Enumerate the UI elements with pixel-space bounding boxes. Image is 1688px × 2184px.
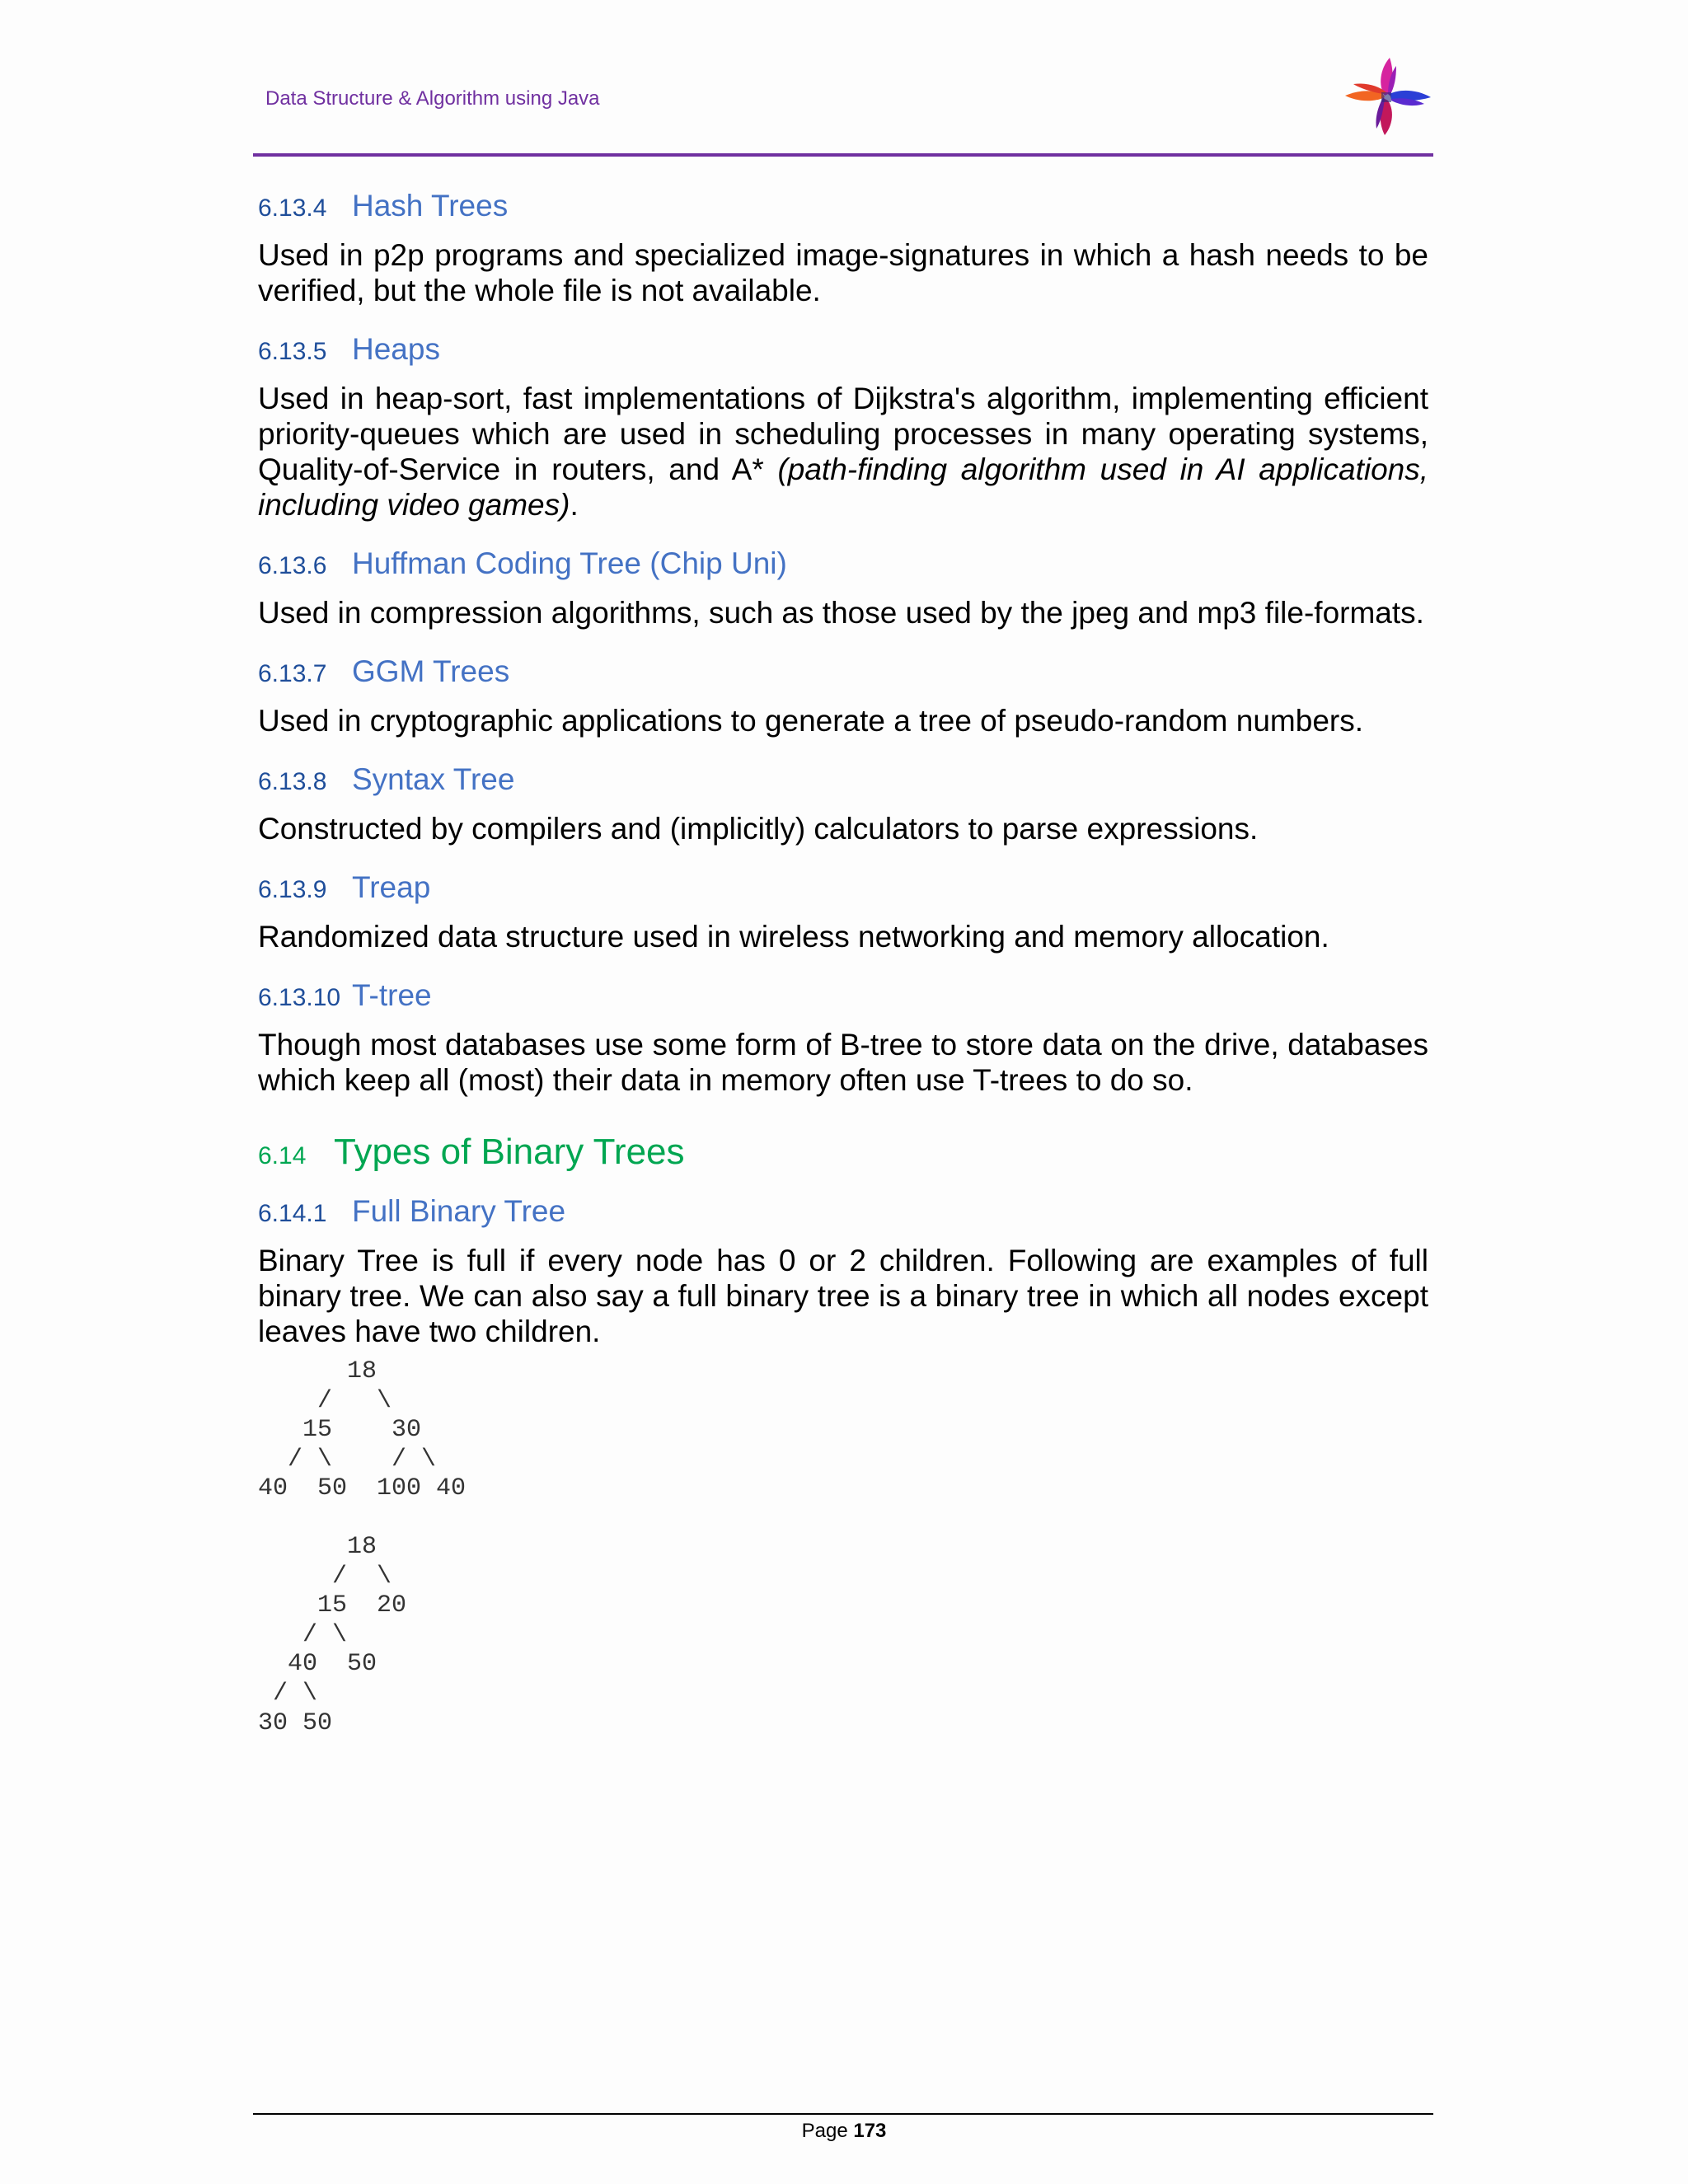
- section-heading-syntax-tree: [258, 757, 1428, 803]
- page-number: 173: [853, 2120, 887, 2142]
- paragraph-heaps-end: .: [570, 488, 579, 522]
- paragraph-heaps: [258, 381, 1428, 523]
- section-title: Types of Binary Trees: [334, 1132, 685, 1172]
- section-title: T-tree: [352, 978, 432, 1012]
- section-number: 6.14.1: [258, 1200, 327, 1227]
- section-number: 6.13.4: [258, 194, 327, 222]
- section-number: 6.13.6: [258, 552, 327, 579]
- section-heading-huffman: [258, 541, 1428, 587]
- section-heading-full-binary-tree: [258, 1188, 1428, 1235]
- section-heading-heaps: [258, 326, 1428, 373]
- section-title: Treap: [352, 870, 431, 904]
- paragraph-t-tree: Though most databases use some form of B-tree to store data on the drive, databases which keep all (most) their data in memory often use T-trees to do so.: [258, 1028, 1428, 1097]
- section-number: 6.13.5: [258, 338, 327, 365]
- section-title: Hash Trees: [352, 189, 509, 223]
- section-heading-types-of-binary-trees: [258, 1126, 1428, 1179]
- paragraph-full-binary-tree: Binary Tree is full if every node has 0 or 2 children. Following are examples of full binary tree. We can also say a full binary tree is a binary tree in which all nodes except leaves have two children.: [258, 1244, 1428, 1348]
- section-number: 6.13.7: [258, 660, 327, 687]
- paragraph-heaps-text: Used in heap-sort, fast implementations of Dijkstra's algorithm, implementing efficient priority-queues which are used in scheduling processes in many operating systems, Quality-of-Service in routers, and A*: [258, 382, 1428, 486]
- section-number: 6.13.9: [258, 876, 327, 903]
- code-example-tree-2: 18 / \ 15 20 / \ 40 50 / \ 30 50: [258, 1532, 407, 1737]
- section-number: 6.13.8: [258, 768, 327, 795]
- section-title: Syntax Tree: [352, 762, 515, 796]
- section-number: 6.13.10: [258, 984, 341, 1011]
- section-title: Heaps: [352, 332, 440, 366]
- page-label: Page: [801, 2120, 848, 2142]
- footer-rule: [253, 2113, 1433, 2115]
- section-heading-treap: [258, 865, 1428, 911]
- section-heading-ggm-trees: [258, 649, 1428, 695]
- code-example-tree-1: 18 / \ 15 30 / \ / \ 40 50 100 40: [258, 1357, 467, 1503]
- page-content: [258, 183, 1428, 1738]
- paragraph-treap: Randomized data structure used in wireless networking and memory allocation.: [258, 920, 1329, 954]
- paragraph-ggm-trees: Used in cryptographic applications to generate a tree of pseudo-random numbers.: [258, 704, 1363, 738]
- paragraph-huffman: Used in compression algorithms, such as those used by the jpeg and mp3 file-formats.: [258, 596, 1424, 630]
- paragraph-syntax-tree: Constructed by compilers and (implicitly) calculators to parse expressions.: [258, 812, 1259, 846]
- pinwheel-logo-icon: [1342, 53, 1434, 138]
- header-rule: [253, 153, 1433, 157]
- section-title: Huffman Coding Tree (Chip Uni): [352, 546, 787, 580]
- section-number: 6.14: [258, 1142, 307, 1169]
- section-heading-hash-trees: [258, 183, 1428, 229]
- section-title: Full Binary Tree: [352, 1194, 566, 1228]
- paragraph-hash-trees: Used in p2p programs and specialized image-signatures in which a hash needs to be verified, but the whole file is not available.: [258, 238, 1428, 307]
- section-title: GGM Trees: [352, 654, 510, 688]
- paragraph-heaps-italic: (path-finding algorithm used in AI applications, including video games): [258, 452, 1428, 522]
- page-footer: [0, 2120, 1688, 2143]
- section-heading-t-tree: [258, 972, 1428, 1019]
- running-header-title: Data Structure & Algorithm using Java: [265, 87, 600, 110]
